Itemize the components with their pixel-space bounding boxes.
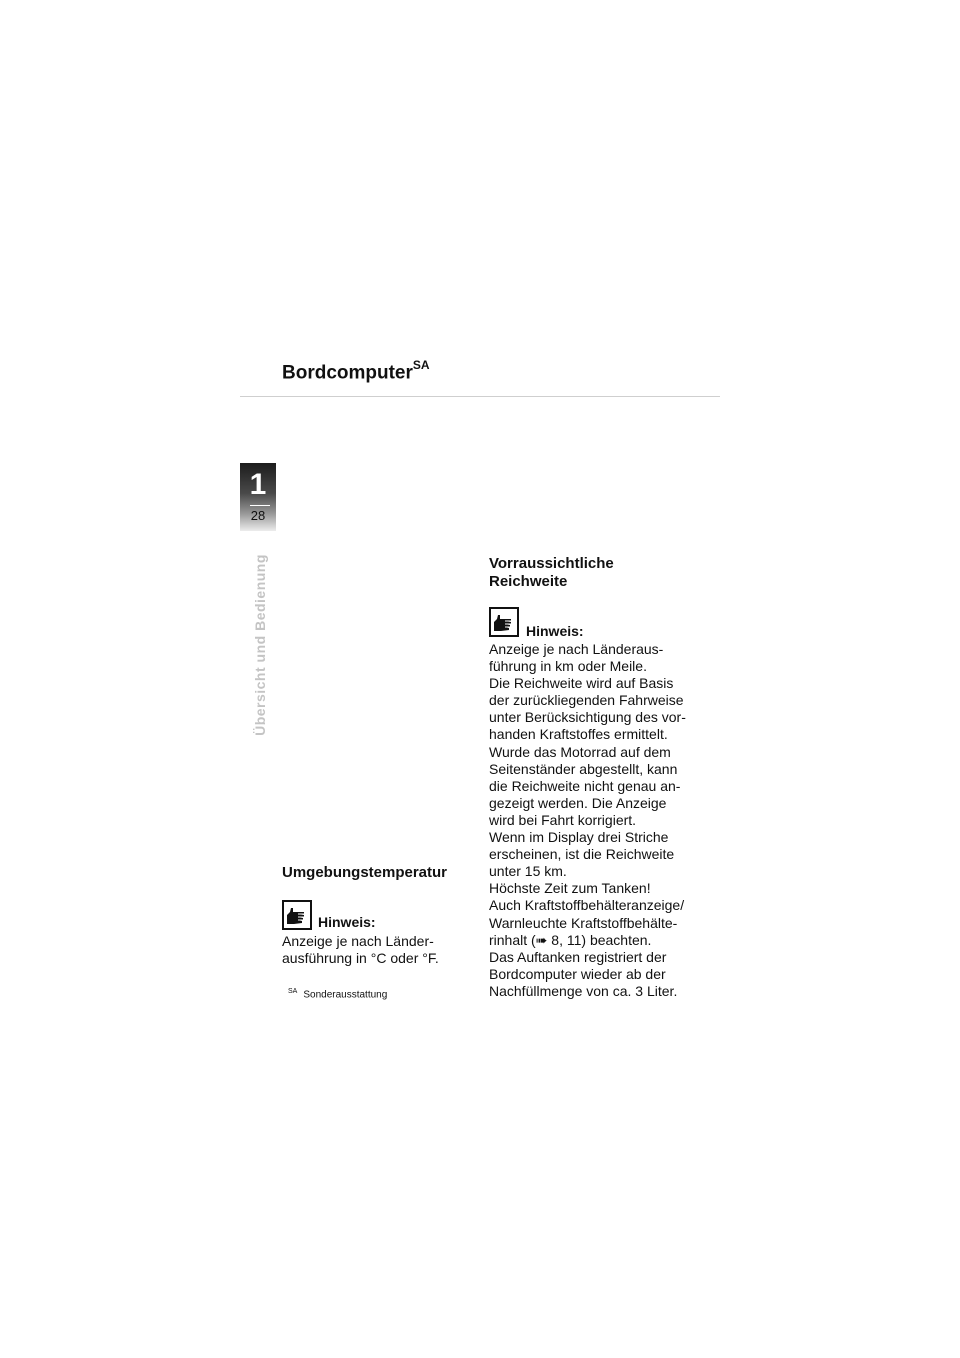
text-line: handen Kraftstoffes ermittelt. — [489, 726, 668, 743]
hand-note-icon — [282, 900, 312, 930]
section-heading-temperature: Umgebungstemperatur — [282, 864, 448, 881]
text-line: Seitenständer abgestellt, kann — [489, 760, 678, 777]
note-label: Hinweis: — [318, 914, 376, 930]
hand-note-icon — [489, 607, 519, 637]
section-heading-range — [489, 555, 614, 591]
page-title-text: Bordcomputer — [282, 362, 413, 384]
text-line: führung in km oder Meile. — [489, 658, 647, 675]
note-label: Hinweis: — [526, 623, 584, 639]
body-text-range — [489, 641, 686, 1000]
text-line: Anzeige je nach Länderaus- — [489, 641, 664, 657]
text-line: Wenn im Display drei Striche — [489, 829, 669, 846]
page-title — [282, 360, 430, 384]
page-title-superscript: SA — [412, 358, 430, 372]
chapter-number: 1 — [249, 468, 267, 501]
text-line: unter Berücksichtigung des vor- — [489, 709, 686, 726]
chapter-tab-divider — [250, 505, 270, 506]
footnote-mark: SA — [288, 988, 298, 995]
text-line: Nachfüllmenge von ca. 3 Liter. — [489, 982, 678, 999]
text-line: wird bei Fahrt korrigiert. — [489, 811, 637, 828]
chapter-side-label: Übersicht und Bedienung — [252, 554, 268, 736]
text-line: Warnleuchte Kraftstoffbehälte- — [489, 914, 678, 931]
text-line: unter 15 km. — [489, 863, 567, 880]
text-line: Anzeige je nach Länder- — [282, 933, 434, 949]
footnote — [288, 988, 387, 1000]
text-line: rinhalt (➠ 8, 11) beachten. — [489, 931, 652, 948]
heading-line: Vorraussichtliche — [489, 555, 614, 572]
text-line: gezeigt werden. Die Anzeige — [489, 794, 667, 811]
header-rule — [240, 396, 720, 397]
page-number: 28 — [250, 508, 266, 523]
footnote-text: Sonderausstattung — [303, 989, 388, 1001]
text-line: Bordcomputer wieder ab der — [489, 965, 666, 982]
text-line: Wurde das Motorrad auf dem — [489, 743, 671, 760]
text-line: Das Auftanken registriert der — [489, 948, 667, 965]
text-line: Auch Kraftstoffbehälteranzeige/ — [489, 897, 685, 914]
body-text-temperature — [282, 933, 439, 967]
text-line: ausführung in °C oder °F. — [282, 950, 439, 967]
heading-line: Reichweite — [489, 573, 568, 590]
text-line: erscheinen, ist die Reichweite — [489, 846, 675, 863]
text-line: die Reichweite nicht genau an- — [489, 777, 681, 794]
text-line: der zurückliegenden Fahrweise — [489, 692, 684, 709]
text-line: Die Reichweite wird auf Basis — [489, 675, 674, 692]
text-line: Höchste Zeit zum Tanken! — [489, 880, 651, 897]
